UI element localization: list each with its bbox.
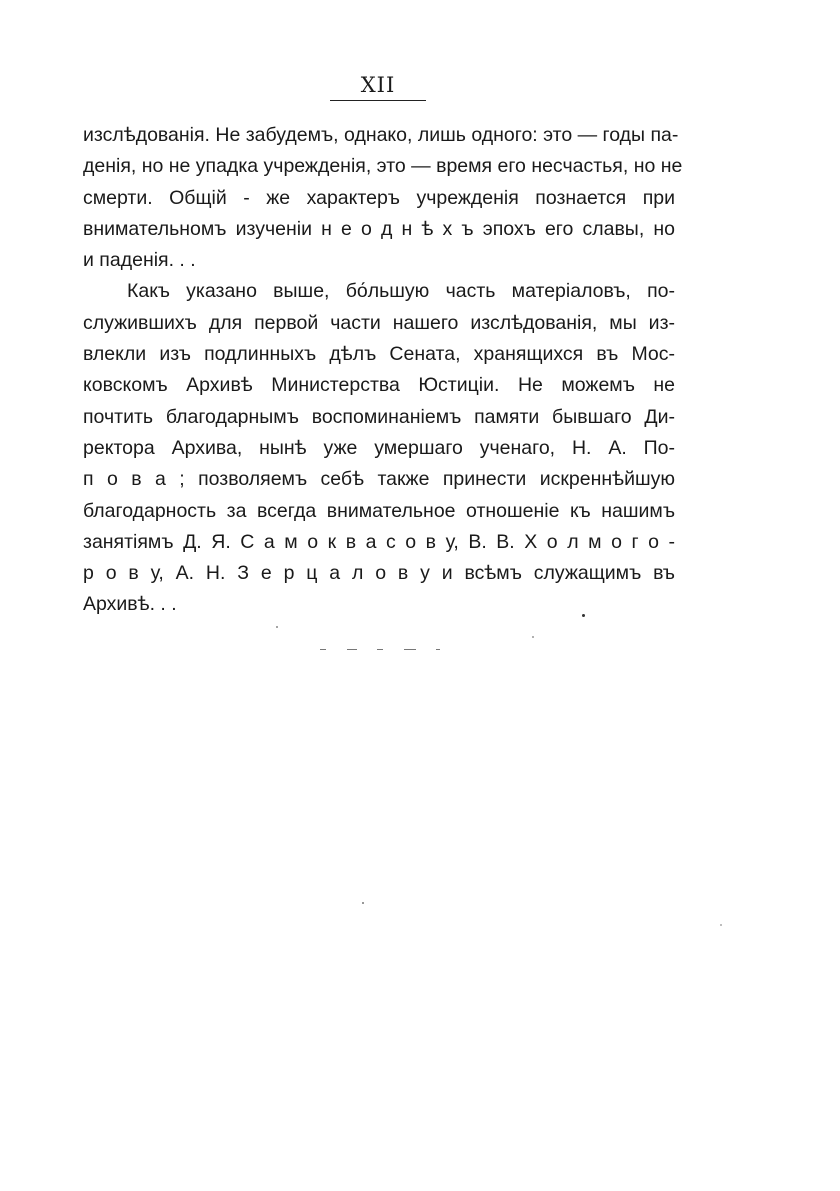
text-line: ректора Архива, нынѣ уже умершаго ученаго, Н. А. По-	[83, 436, 675, 459]
text-line: благодарность за всегда внимательное отношеніе къ нашимъ	[83, 499, 675, 522]
dash-mark	[320, 649, 326, 650]
page-header	[330, 72, 426, 101]
page-body	[83, 120, 683, 621]
text-line: влекли изъ подлинныхъ дѣлъ Сената, хранящихся въ Мос-	[83, 343, 675, 366]
text-line: почтить благодарнымъ воспоминаніемъ памяти бывшаго Ди-	[83, 405, 675, 428]
paragraph-1	[83, 120, 683, 276]
dash-mark	[404, 649, 416, 650]
dash-mark	[377, 649, 383, 650]
text-line: служившихъ для первой части нашего изслѣдованія, мы из-	[83, 311, 675, 334]
ink-speck	[720, 924, 722, 926]
dash-mark	[436, 649, 440, 650]
text-line: Какъ указано выше, бо́льшую часть матеріаловъ, по-	[127, 280, 675, 303]
text-line: занятіямъ Д. Я. С а м о к в а с о в у, В. В. Х о л м о г о -	[83, 530, 675, 553]
text-line: денія, но не упадка учрежденія, это — время его несчастья, но не	[83, 155, 683, 178]
dash-mark	[347, 649, 357, 650]
text-line: и паденія. . .	[83, 249, 196, 272]
text-line: смерти. Общій - же характеръ учрежденія познается при	[83, 186, 675, 209]
text-line: внимательномъ изученіи н е о д н ѣ х ъ эпохъ его славы, но	[83, 217, 675, 240]
text-line: р о в у, А. Н. З е р ц а л о в у и всѣмъ служащимъ въ	[83, 562, 675, 585]
text-line: ковскомъ Архивѣ Министерства Юстиціи. Не можемъ не	[83, 374, 675, 397]
text-line: изслѣдованія. Не забудемъ, однако, лишь одного: это — годы па-	[83, 124, 679, 146]
faint-dash-marks	[320, 648, 440, 651]
ink-speck	[276, 626, 278, 628]
ink-speck	[582, 614, 585, 617]
page-number: XII	[360, 73, 396, 97]
ink-speck	[362, 902, 364, 904]
text-line: Архивѣ. . .	[83, 593, 177, 616]
header-rule	[330, 100, 426, 101]
text-line: п о в а ; позволяемъ себѣ также принести искреннѣйшую	[83, 468, 675, 491]
ink-speck	[532, 636, 534, 638]
paragraph-2	[83, 276, 675, 620]
